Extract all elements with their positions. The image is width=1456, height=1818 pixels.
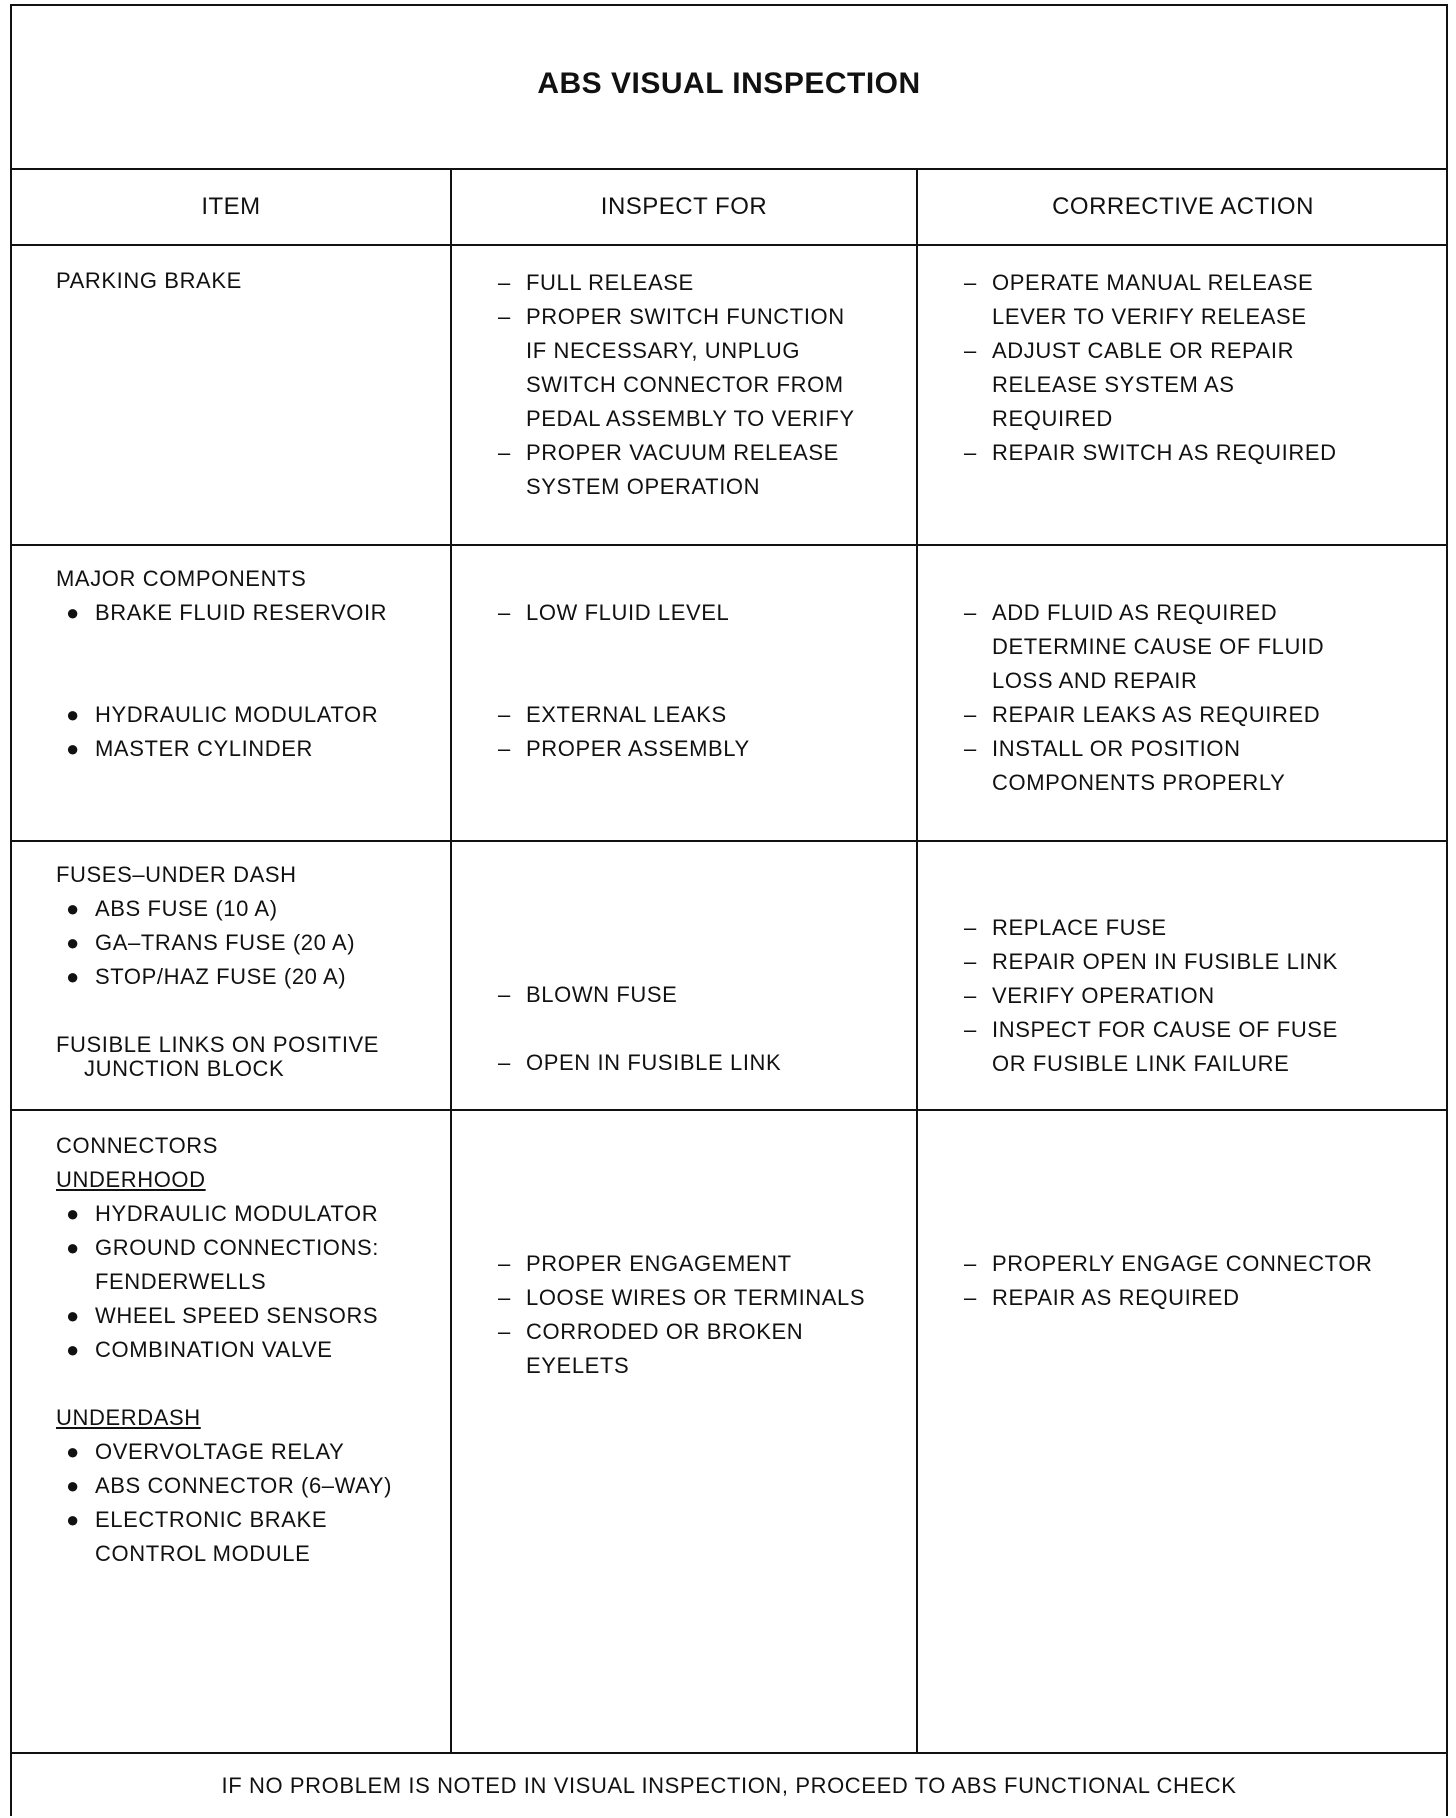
underdash-label: UNDERDASH (56, 1405, 201, 1430)
header-item: ITEM (201, 193, 261, 220)
row-major-components-item (56, 562, 388, 766)
item-label: FUSIBLE LINKS ON POSITIVE (56, 1032, 380, 1057)
list-item: ● BRAKE FLUID RESERVOIR (66, 600, 388, 625)
footer-note: IF NO PROBLEM IS NOTED IN VISUAL INSPECTION, PROCEED TO ABS FUNCTIONAL CHECK (221, 1773, 1237, 1798)
divider (12, 840, 1446, 842)
item-heading: MAJOR COMPONENTS (56, 566, 307, 591)
list-item: ● ELECTRONIC BRAKE (66, 1507, 328, 1532)
divider (12, 244, 1446, 246)
list-item: ● HYDRAULIC MODULATOR (66, 1201, 379, 1226)
list-item: ● GA–TRANS FUSE (20 A) (66, 930, 356, 955)
list-item: ● ABS CONNECTOR (6–WAY) (66, 1473, 393, 1498)
item-label: JUNCTION BLOCK (84, 1056, 285, 1081)
list-item: ● HYDRAULIC MODULATOR (66, 702, 379, 727)
divider (12, 544, 1446, 546)
list-item: ● COMBINATION VALVE (66, 1337, 333, 1362)
list-item: ● GROUND CONNECTIONS: (66, 1235, 379, 1260)
header-inspect-for: INSPECT FOR (600, 193, 768, 220)
list-item: ● OVERVOLTAGE RELAY (66, 1439, 345, 1464)
list-item: ● MASTER CYLINDER (66, 736, 314, 761)
header-corrective-action: CORRECTIVE ACTION (1052, 193, 1314, 220)
list-item: ● ABS FUSE (10 A) (66, 896, 278, 921)
list-item: ● STOP/HAZ FUSE (20 A) (66, 964, 347, 989)
list-item: CONTROL MODULE (95, 1541, 311, 1566)
row-fuses-item (56, 858, 379, 1080)
list-item: FENDERWELLS (95, 1269, 267, 1294)
list-item: ● WHEEL SPEED SENSORS (66, 1303, 379, 1328)
row-connectors-item (56, 1129, 393, 1571)
column-divider (450, 170, 452, 1754)
row-parking-brake-item (56, 264, 242, 298)
item-heading: CONNECTORS (56, 1133, 219, 1158)
title-row (12, 6, 1446, 170)
inspection-table: ABS VISUAL INSPECTION ITEM INSPECT FOR CORRECTIVE ACTION PARKING BRAKE – FULL RELEASE – PROPER SWITCH FUNCTION IF NECESSARY, UNPLUG SWITCH CONNECTOR FROM PEDAL ASSEMBLY TO VERIFY – PROPER VACUUM RELEASE SYSTEM OPERATION – OPERATE MANUAL RELEASE LEVER TO VERIFY RELEASE – ADJUST CABLE OR REPAIR RELEASE SYSTEM AS REQUIRED – REPAIR SWITCH AS REQUIRED MAJOR COMPONENTS ● BRAKE FLUID RESERVOIR ● HYDRAULIC MODULATOR ● MASTER CYLINDER – LOW FLUID LEVEL – EXTERNAL LEAKS – PROPER ASSEMBLY – ADD FLUID AS REQUIRED DETERMINE CAUSE OF FLUID LOSS AND REPAIR – REPAIR LEAKS AS REQUIRED – INSTALL OR POSITION COMPONENTS PROPERLY FUSES–UNDER DASH ● ABS FUSE (10 A) ● GA–TRANS FUSE (20 A) ● STOP/HAZ FUSE (20 A) FUSIBLE LINKS ON POSITIVE JUNCTION BLOCK – BLOWN FUSE – OPEN IN FUSIBLE LINK – REPLACE FUSE – REPAIR OPEN IN FUSIBLE LINK – VERIFY OPERATION – INSPECT FOR CAUSE OF FUSE OR FUSIBLE LINK FAILURE CONNECTORS UNDERHOOD ● HYDRAULIC MODULATOR ● GROUND CONNECTIONS: FENDERWELLS ● WHEEL SPEED SENSORS ● COMBINATION VALVE UNDERDASH ● OVERVOLTAGE RELAY ● ABS CONNECTOR (6–WAY) ● ELECTRONIC BRAKE CONTROL MODULE – PROPER ENGAGEMENT – LOOSE WIRES OR TERMINALS – CORRODED OR BROKEN EYELETS – PROPERLY ENGAGE CONNECTOR – REPAIR AS REQUIRED IF NO PROBLEM IS NOTED IN VISUAL INSPECTION, PROCEED TO ABS FUNCTIONAL CHECK (10, 4, 1448, 1816)
item-heading: FUSES–UNDER DASH (56, 862, 297, 887)
divider (12, 1109, 1446, 1111)
underhood-label: UNDERHOOD (56, 1167, 206, 1192)
column-divider (916, 170, 918, 1754)
page-title: ABS VISUAL INSPECTION (537, 67, 921, 100)
item-label: PARKING BRAKE (56, 268, 242, 293)
